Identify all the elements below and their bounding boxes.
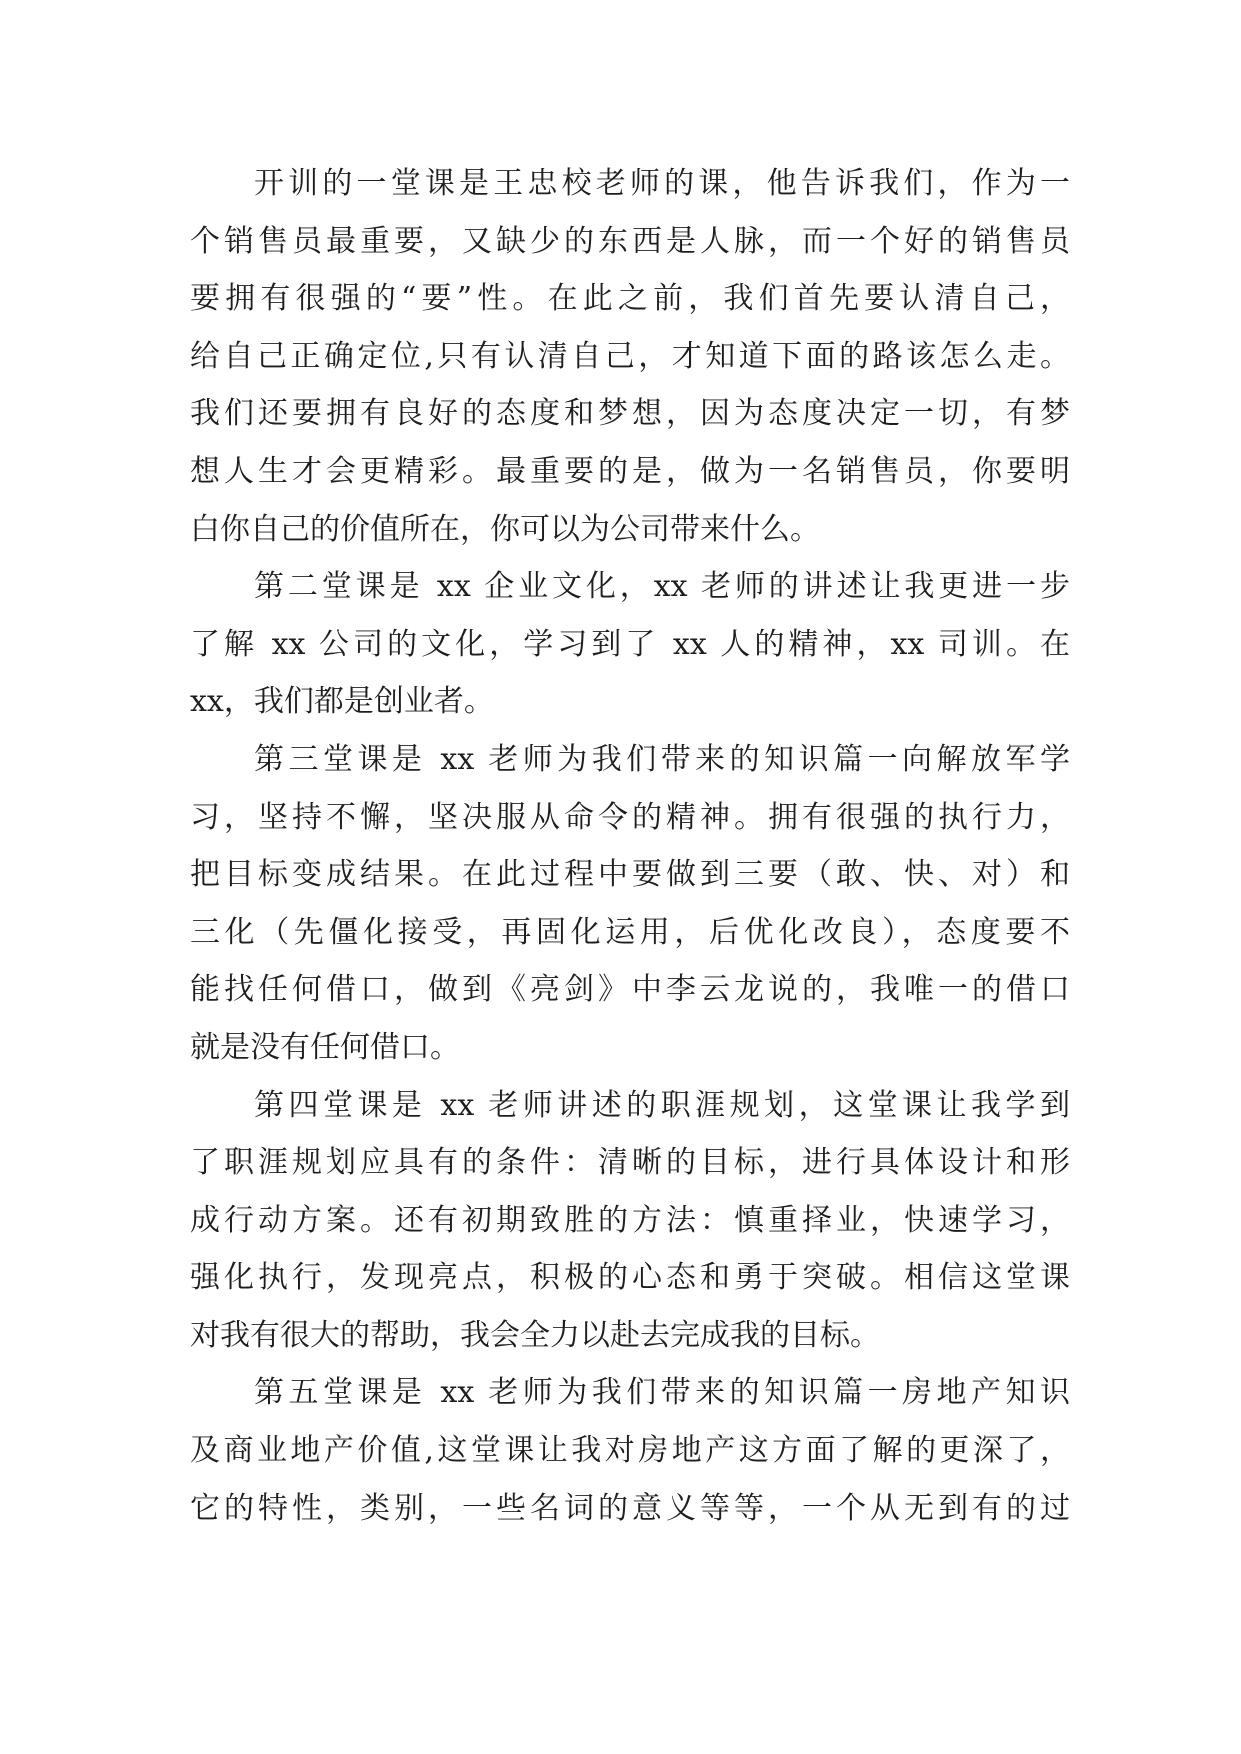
- paragraph-line: xx，我们都是创业者。: [190, 684, 494, 720]
- paragraph-line: 白你自己的价值所在，你可以为公司带来什么。: [190, 511, 820, 547]
- paragraph-line: 把目标变成结果。在此过程中要做到三要（敢、快、对）和: [190, 857, 1070, 893]
- paragraph-line: 我们还要拥有良好的态度和梦想，因为态度决定一切，有梦: [190, 396, 1070, 432]
- paragraph-1: [190, 155, 1070, 558]
- paragraph-line: 开训的一堂课是王忠校老师的课，他告诉我们，作为一: [254, 166, 1070, 201]
- paragraph-2: [190, 558, 1070, 731]
- paragraph-line: 了解 xx 公司的文化，学习到了 xx 人的精神，xx 司训。在: [190, 626, 1070, 662]
- paragraph-line: 及商业地产价值,这堂课让我对房地产这方面了解的更深了，: [190, 1433, 1070, 1469]
- paragraph-line: 想人生才会更精彩。最重要的是，做为一名销售员，你要明: [190, 453, 1070, 489]
- paragraph-line: 对我有很大的帮助，我会全力以赴去完成我的目标。: [190, 1317, 880, 1353]
- paragraph-5: [190, 1364, 1070, 1537]
- paragraph-line: 三化（先僵化接受，再固化运用，后优化改良），态度要不: [190, 914, 1070, 950]
- paragraph-line: 第二堂课是 xx 企业文化，xx 老师的讲述让我更进一步: [254, 569, 1070, 605]
- paragraph-line: 能找任何借口，做到《亮剑》中李云龙说的，我唯一的借口: [190, 972, 1070, 1008]
- paragraph-line: 个销售员最重要，又缺少的东西是人脉，而一个好的销售员: [190, 223, 1070, 259]
- paragraph-line: 第四堂课是 xx 老师讲述的职涯规划，这堂课让我学到: [254, 1087, 1070, 1123]
- paragraph-line: 习，坚持不懈，坚决服从命令的精神。拥有很强的执行力，: [190, 799, 1070, 835]
- paragraph-line: 第五堂课是 xx 老师为我们带来的知识篇一房地产知识: [254, 1375, 1070, 1411]
- paragraph-4: [190, 1077, 1070, 1365]
- paragraph-line: 要拥有很强的“要”性。在此之前，我们首先要认清自己，: [190, 281, 1070, 317]
- paragraph-line: 第三堂课是 xx 老师为我们带来的知识篇一向解放军学: [254, 741, 1070, 777]
- paragraph-line: 就是没有任何借口。: [190, 1029, 460, 1065]
- paragraph-line: 给自己正确定位,只有认清自己，才知道下面的路该怎么走。: [190, 338, 1070, 374]
- paragraph-line: 强化执行，发现亮点，积极的心态和勇于突破。相信这堂课: [190, 1260, 1070, 1296]
- document-body: [190, 155, 1070, 1537]
- paragraph-3: [190, 731, 1070, 1077]
- paragraph-line: 它的特性，类别，一些名词的意义等等，一个从无到有的过: [190, 1490, 1070, 1526]
- paragraph-line: 了职涯规划应具有的条件：清晰的目标，进行具体设计和形: [190, 1145, 1070, 1181]
- paragraph-line: 成行动方案。还有初期致胜的方法：慎重择业，快速学习，: [190, 1202, 1070, 1238]
